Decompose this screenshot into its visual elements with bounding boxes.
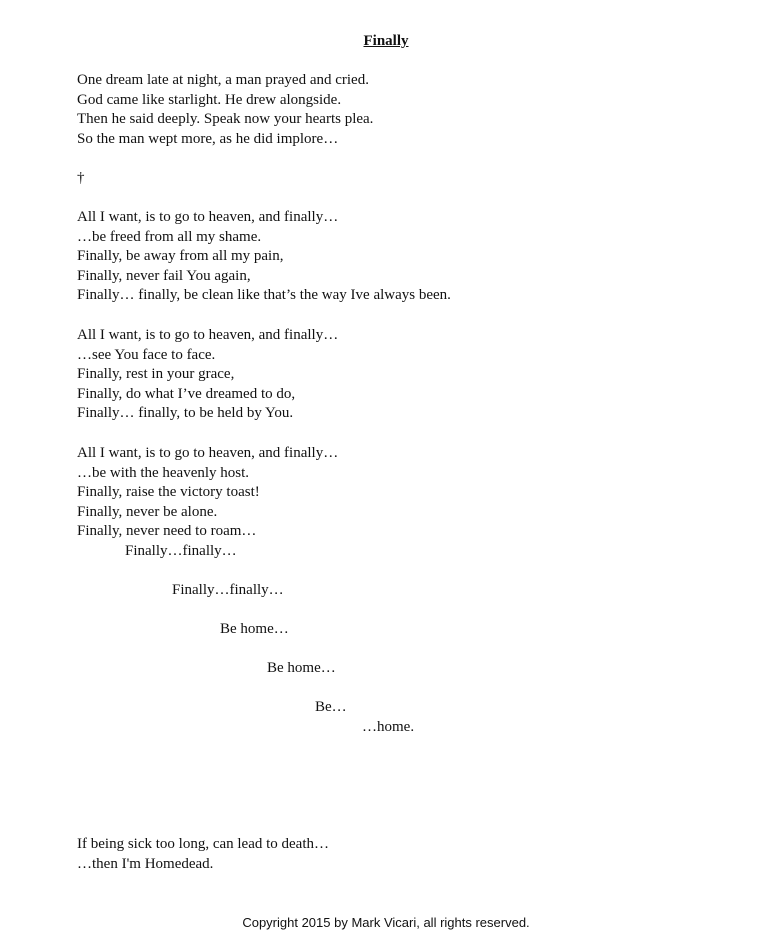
poem-line-cascade-5: Be… bbox=[315, 699, 347, 715]
poem-line: If being sick too long, can lead to death… bbox=[77, 836, 330, 852]
poem-line: Finally, never need to roam… bbox=[77, 523, 257, 540]
poem-line-cascade-6: …home. bbox=[362, 719, 415, 735]
poem-line: …see You face to face. bbox=[77, 346, 216, 363]
poem-line: Finally, never be alone. bbox=[77, 503, 218, 520]
poem-line: One dream late at night, a man prayed and cried. bbox=[77, 72, 369, 88]
poem-line: Finally, raise the victory toast! bbox=[77, 484, 260, 501]
poem-line-cascade-4: Be home… bbox=[267, 660, 336, 676]
cross-symbol: † bbox=[77, 170, 85, 186]
poem-line: Finally, do what I’ve dreamed to do, bbox=[77, 385, 296, 402]
poem-line: Finally, rest in your grace, bbox=[77, 366, 235, 383]
stanza-3 bbox=[77, 326, 338, 424]
poem-line: God came like starlight. He drew alongside. bbox=[77, 91, 342, 108]
stanza-4 bbox=[77, 444, 338, 562]
poem-title: Finally bbox=[363, 33, 409, 49]
poem-line: Finally… finally, be clean like that’s the way Ive always been. bbox=[77, 287, 451, 304]
poem-line: …then I'm Homedead. bbox=[77, 855, 214, 872]
poem-line: All I want, is to go to heaven, and finally… bbox=[77, 445, 339, 461]
poem-line: All I want, is to go to heaven, and finally… bbox=[77, 209, 339, 225]
poem-line: Finally, never fail You again, bbox=[77, 267, 251, 284]
poem-line-cascade-3: Be home… bbox=[220, 621, 289, 637]
stanza-1 bbox=[77, 71, 373, 149]
poem-line-cascade-1: Finally…finally… bbox=[125, 542, 237, 559]
poem-line: Finally… finally, to be held by You. bbox=[77, 405, 294, 422]
poem-line: …be with the heavenly host. bbox=[77, 464, 250, 481]
copyright-footer: Copyright 2015 by Mark Vicari, all rights reserved. bbox=[242, 915, 530, 930]
poem-line: All I want, is to go to heaven, and finally… bbox=[77, 327, 339, 343]
poem-line: Finally, be away from all my pain, bbox=[77, 248, 284, 265]
poem-line-cascade-2: Finally…finally… bbox=[172, 582, 284, 598]
coda bbox=[77, 835, 329, 874]
poem-line: So the man wept more, as he did implore… bbox=[77, 130, 339, 147]
poem-line: …be freed from all my shame. bbox=[77, 228, 262, 245]
stanza-2 bbox=[77, 208, 451, 306]
poem-line: Then he said deeply. Speak now your hearts plea. bbox=[77, 111, 374, 128]
